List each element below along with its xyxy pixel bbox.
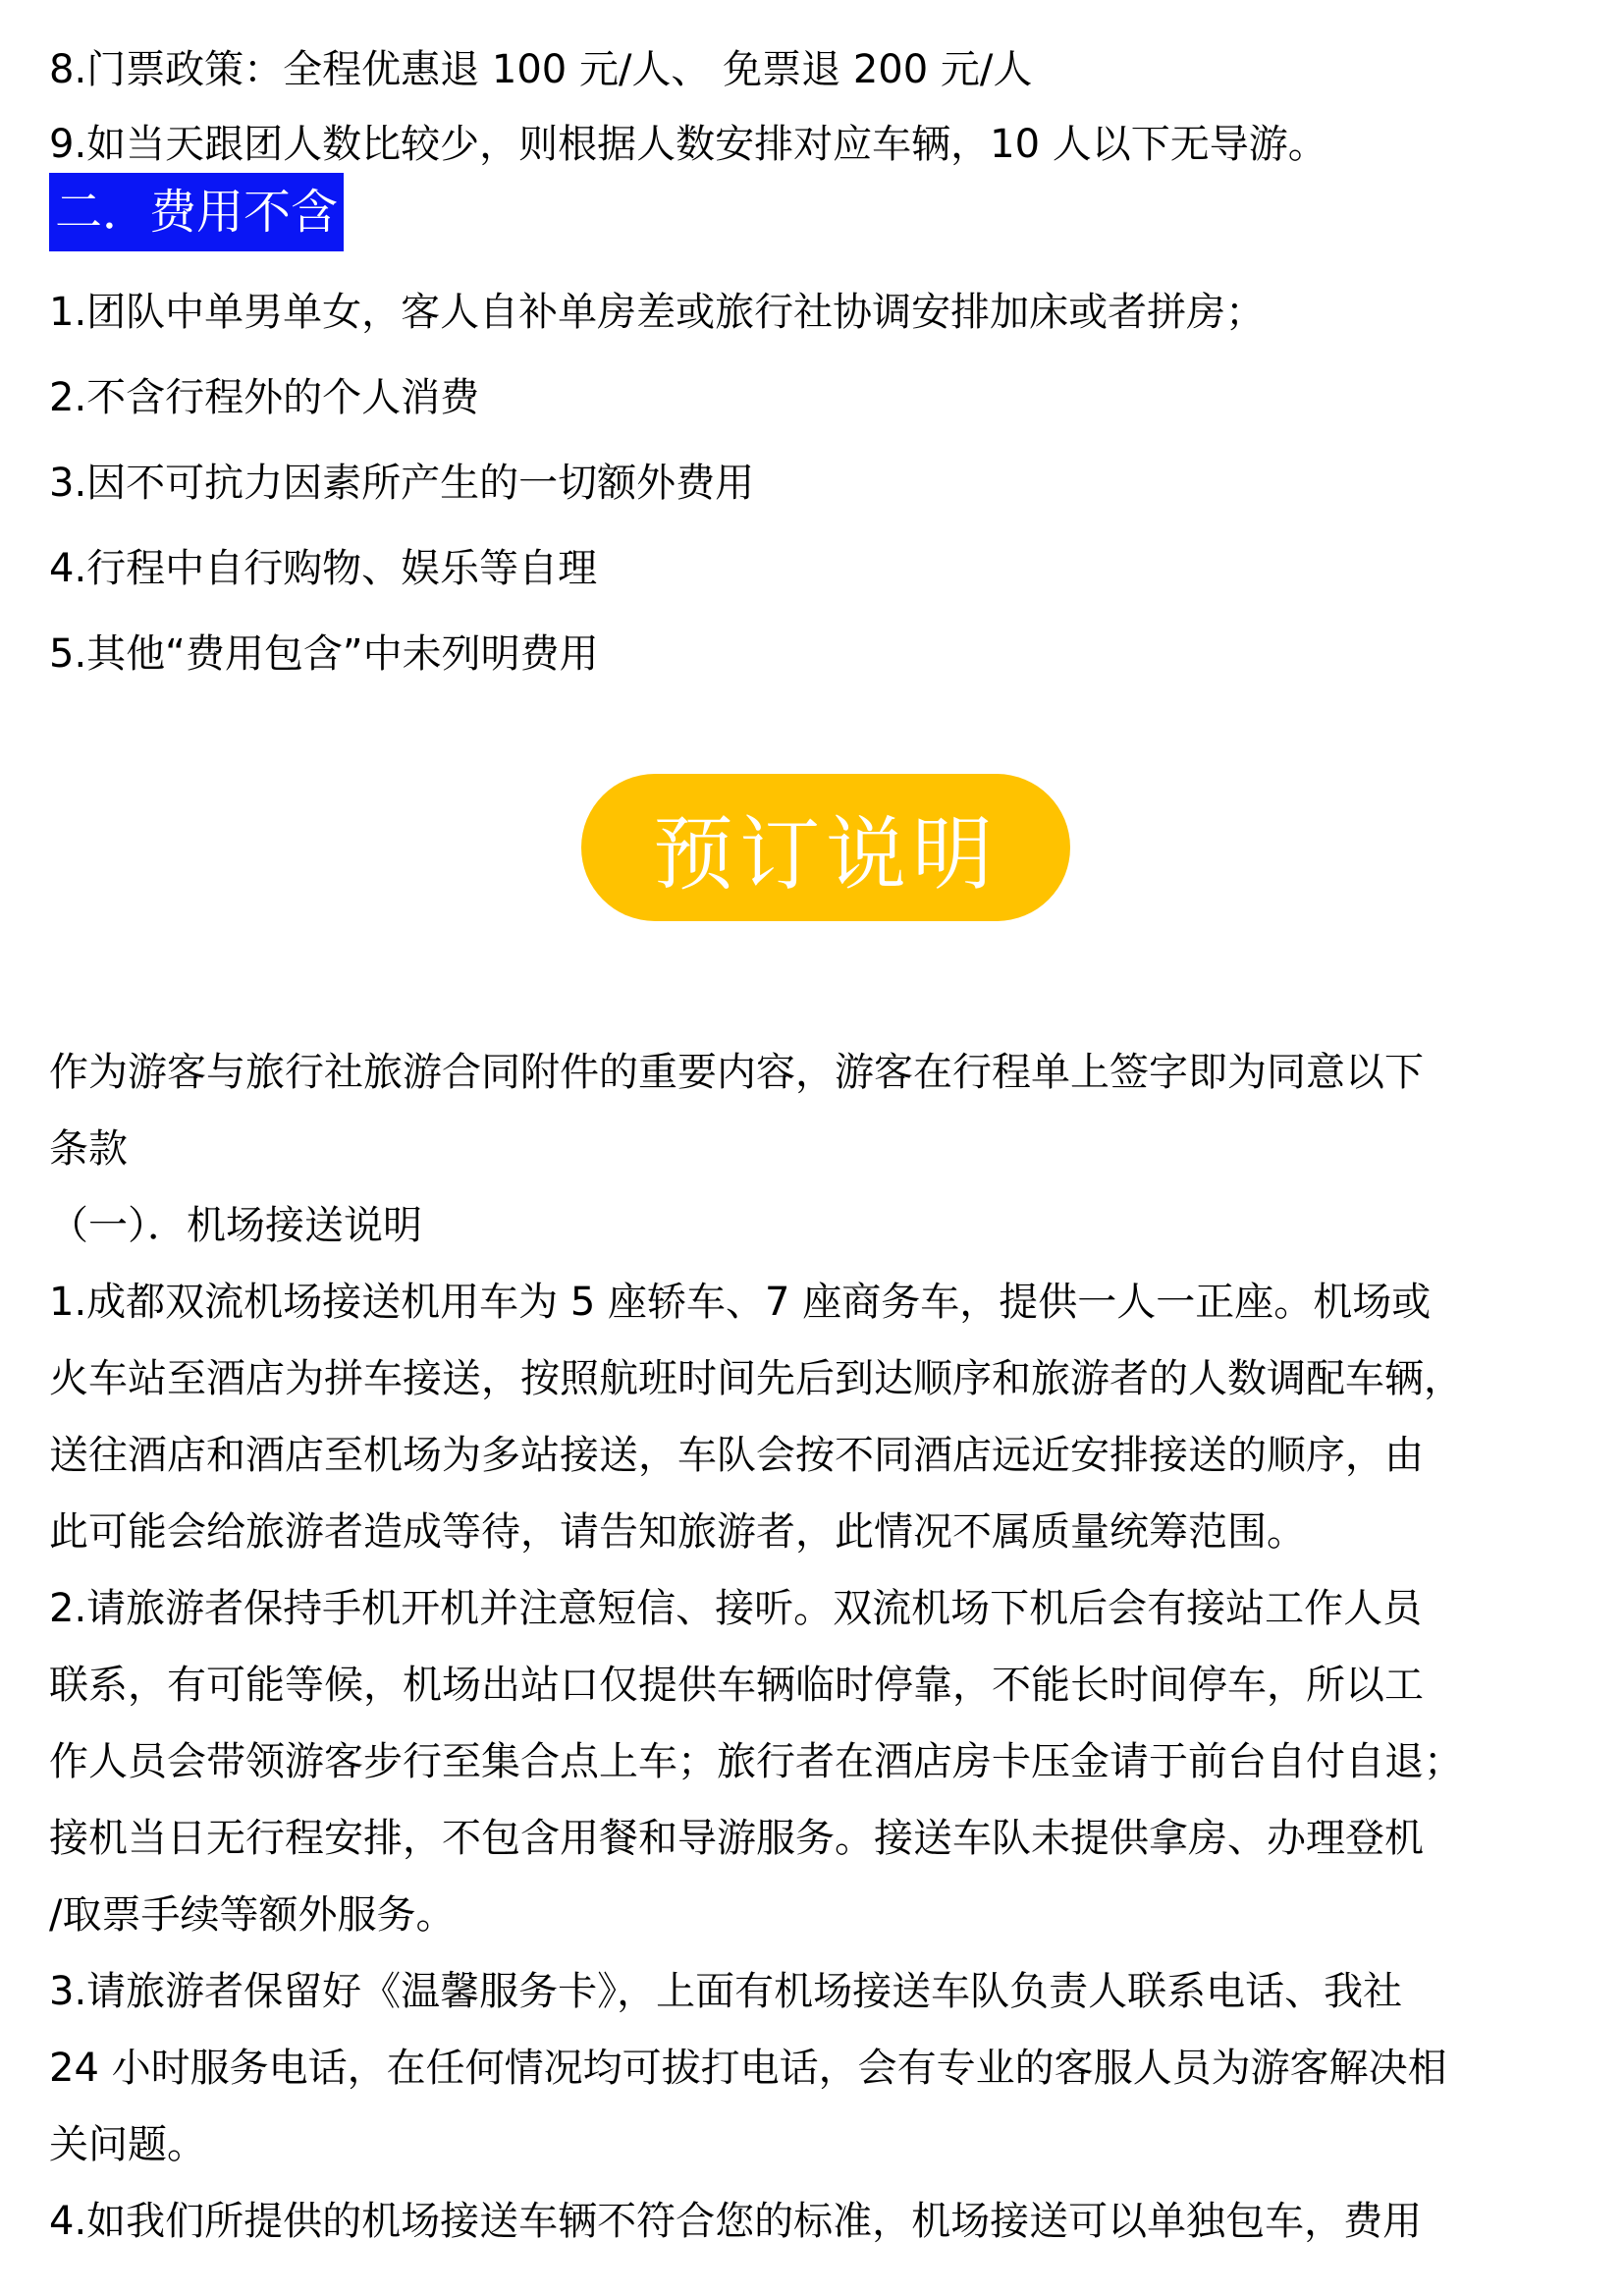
fees-excluded-heading: 二．费用不含 [49,173,344,251]
transfer-paragraph-line: 1.成都双流机场接送机用车为 5 座轿车、7 座商务车，提供一人一正座。机场或 [49,1280,1432,1325]
transfer-paragraph-line: 送往酒店和酒店至机场为多站接送，车队会按不同酒店远近安排接送的顺序，由 [49,1433,1424,1478]
transfer-paragraph-line: 火车站至酒店为拼车接送，按照航班时间先后到达顺序和旅游者的人数调配车辆， [49,1356,1463,1401]
transfer-paragraph-line: /取票手续等额外服务。 [49,1892,456,1938]
fees-excluded-item-4: 4.行程中自行购物、娱乐等自理 [49,546,598,591]
fees-excluded-item-2: 2.不含行程外的个人消费 [49,375,480,420]
transfer-paragraph-line: 接机当日无行程安排，不包含用餐和导游服务。接送车队未提供拿房、办理登机 [49,1816,1424,1861]
transfer-paragraph-line: 此可能会给旅游者造成等待，请告知旅游者，此情况不属质量统筹范围。 [49,1509,1306,1555]
fees-excluded-item-3: 3.因不可抗力因素所产生的一切额外费用 [49,461,755,506]
fee-policy-item-8: 8.门票政策：全程优惠退 100 元/人、 免票退 200 元/人 [49,47,1033,92]
booking-notes-banner [581,774,1070,921]
transfer-paragraph-line: 3.请旅游者保留好《温馨服务卡》，上面有机场接送车队负责人联系电话、我社 [49,1969,1403,2014]
transfer-paragraph-line: 联系，有可能等候，机场出站口仅提供车辆临时停靠，不能长时间停车，所以工 [49,1663,1424,1708]
transfer-paragraph-line: 作人员会带领游客步行至集合点上车；旅行者在酒店房卡压金请于前台自付自退； [49,1739,1463,1784]
transfer-paragraph-line: 关问题。 [49,2122,206,2167]
transfer-paragraph-line: 2.请旅游者保持手机开机并注意短信、接听。双流机场下机后会有接站工作人员 [49,1586,1423,1631]
booking-intro-line-1: 作为游客与旅行社旅游合同附件的重要内容，游客在行程单上签字即为同意以下 [49,1050,1424,1095]
booking-notes-banner-title: 预订说明 [652,807,999,902]
transfer-paragraph-line: 24 小时服务电话，在任何情况均可拔打电话，会有专业的客服人员为游客解决相 [49,2046,1447,2091]
fees-excluded-item-5: 5.其他“费用包含”中未列明费用 [49,631,599,677]
airport-transfer-subheading: （一）．机场接送说明 [49,1203,422,1248]
transfer-paragraph-line: 4.如我们所提供的机场接送车辆不符合您的标准，机场接送可以单独包车，费用 [49,2199,1423,2244]
fees-excluded-item-1: 1.团队中单男单女，客人自补单房差或旅行社协调安排加床或者拼房； [49,290,1266,335]
booking-intro-line-2: 条款 [49,1126,128,1172]
fee-policy-item-9: 9.如当天跟团人数比较少，则根据人数安排对应车辆，10 人以下无导游。 [49,122,1327,167]
